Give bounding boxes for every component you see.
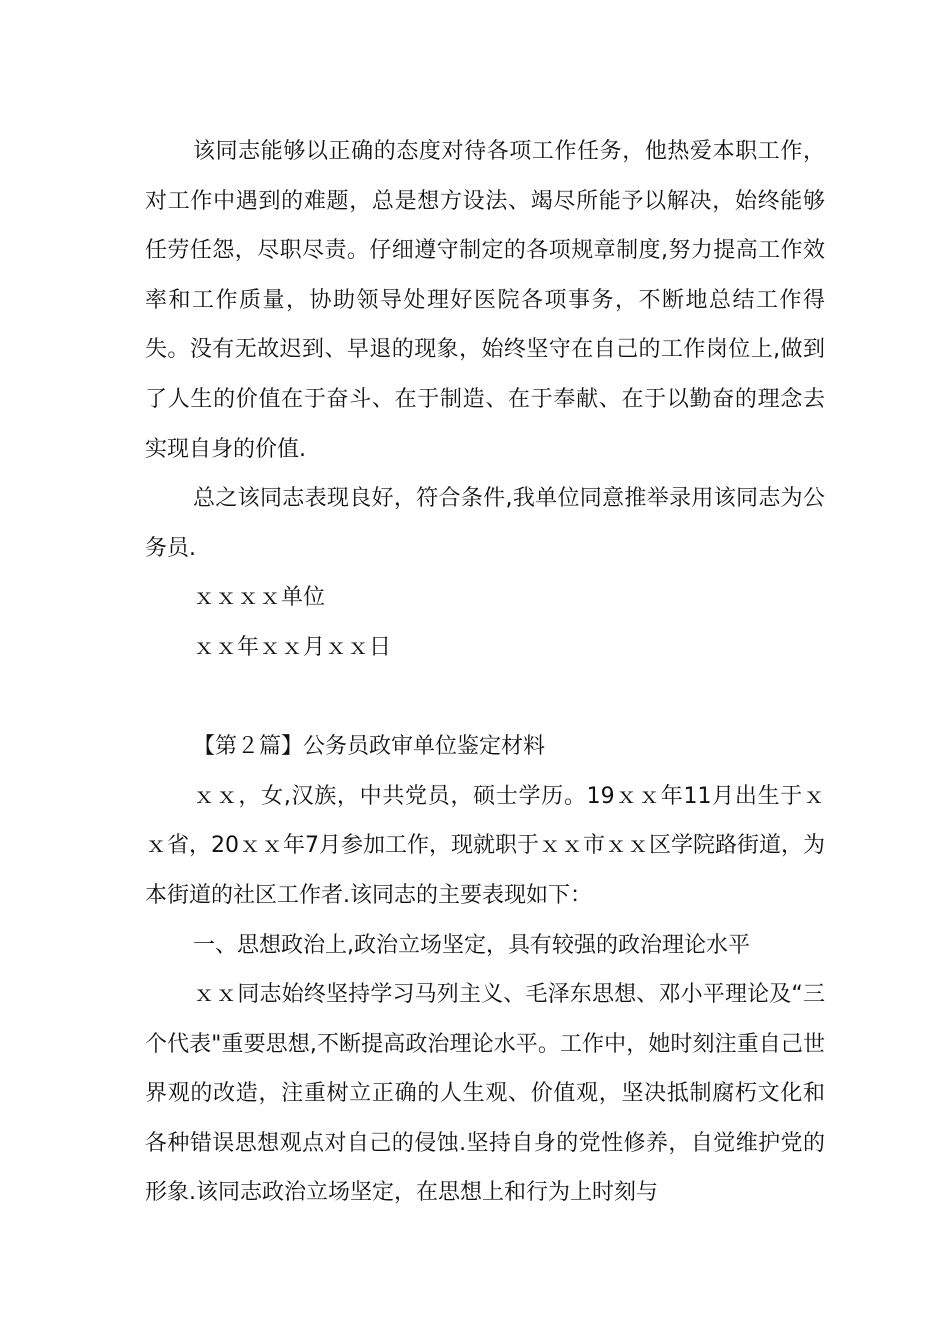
signature-date: ｘｘ年ｘｘ月ｘｘ日 — [193, 634, 392, 660]
document-body — [145, 127, 825, 1218]
paragraph-conclusion: 总之该同志表现良好，符合条件,我单位同意推举录用该同志为公务员. — [145, 486, 825, 561]
signature-unit: ｘｘｘｘ单位 — [193, 585, 326, 611]
paragraph-personal-info: ｘｘ，女,汉族，中共党员，硕士学历。19ｘｘ年11月出生于ｘｘ省，20ｘｘ年7月参加工作，现就职于ｘｘ市ｘｘ区学院路街道，为本街道的社区工作者.该同志的主要表现如下： — [145, 783, 825, 908]
blank-line — [145, 673, 825, 723]
section-title: 【第２篇】公务员政审单位鉴定材料 — [193, 734, 546, 760]
paragraph-work-attitude: 该同志能够以正确的态度对待各项工作任务，他热爱本职工作，对工作中遇到的难题，总是想方设法、竭尽所能予以解决，始终能够任劳任怨，尽职尽责。仔细遵守制定的各项规章制度,努力提高工作效率和工作质量，协助领导处理好医院各项事务，不断地总结工作得失。没有无故迟到、早退的现象，始终坚守在自己的工作岗位上,做到了人生的价值在于奋斗、在于制造、在于奉献、在于以勤奋的理念去实现自身的价值. — [145, 139, 825, 462]
paragraph-political-study: ｘｘ同志始终坚持学习马列主义、毛泽东思想、邓小平理论及“三个代表"重要思想,不断提高政治理论水平。工作中，她时刻注重自己世界观的改造，注重树立正确的人生观、价值观，坚决抵制腐朽文化和各种错误思想观点对自己的侵蚀.坚持自身的党性修养，自觉维护党的形象.该同志政治立场坚定，在思想上和行为上时刻与 — [145, 982, 825, 1206]
heading-political-thought: 一、思想政治上,政治立场坚定，具有较强的政治理论水平 — [193, 932, 750, 958]
